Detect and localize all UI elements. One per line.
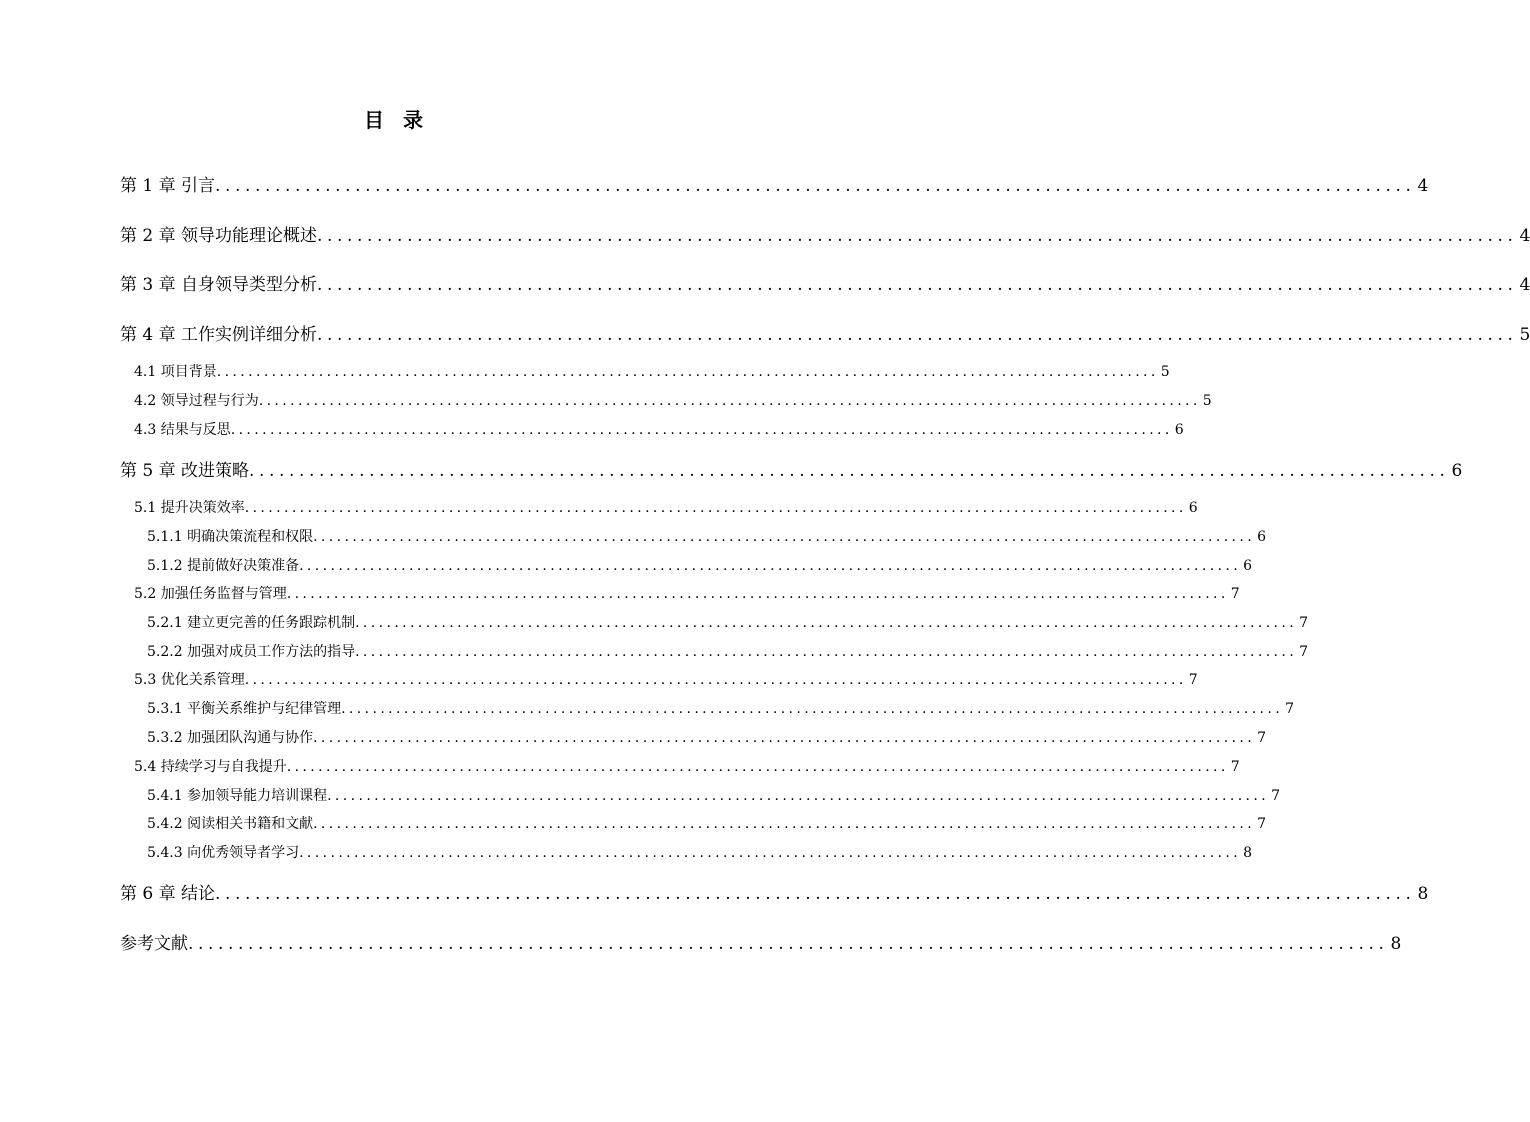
toc-entry[interactable] <box>147 785 1281 805</box>
toc-entry-page: 7 <box>1230 759 1240 775</box>
toc-entry[interactable] <box>120 879 1429 905</box>
toc-entry-page: 6 <box>1174 422 1184 438</box>
toc-entry[interactable] <box>120 270 1530 296</box>
toc-leader-dots: ........................................................................................................................ <box>313 816 1256 832</box>
toc-entry[interactable] <box>120 171 1429 197</box>
toc-leader-dots: ........................................................................................................................ <box>249 461 1450 481</box>
toc-leader-dots: ........................................................................................................................ <box>355 615 1298 631</box>
toc-leader-dots: ........................................................................................................................ <box>244 672 1187 688</box>
toc-entry-page: 7 <box>1299 615 1309 631</box>
toc-leader-dots: ........................................................................................................................ <box>299 558 1242 574</box>
toc-entry-page: 4 <box>1519 275 1530 295</box>
toc-entry-label: 第 6 章 结论 <box>120 884 216 904</box>
toc-entry-page: 4 <box>1417 176 1429 196</box>
toc-entry-page: 8 <box>1243 845 1253 861</box>
toc-entry-page: 6 <box>1243 558 1253 574</box>
toc-entry[interactable] <box>134 497 1198 517</box>
toc-leader-dots: ........................................................................................................................ <box>317 325 1518 345</box>
toc-entry-label: 第 4 章 工作实例详细分析 <box>120 325 318 345</box>
toc-entry[interactable] <box>134 756 1240 776</box>
toc-entry-label: 4.1 项目背景 <box>134 364 217 380</box>
toc-leader-dots: ........................................................................................................................ <box>299 845 1242 861</box>
toc-entry-label: 5.4.1 参加领导能力培训课程 <box>147 788 328 804</box>
toc-leader-dots: ........................................................................................................................ <box>341 701 1284 717</box>
toc-entry[interactable] <box>120 221 1530 247</box>
toc-entry-page: 5 <box>1202 393 1212 409</box>
toc-entry-label: 5.3 优化关系管理 <box>134 672 245 688</box>
toc-entry-label: 5.2 加强任务监督与管理 <box>134 586 287 602</box>
toc-entry-page: 7 <box>1257 816 1267 832</box>
toc-entry-label: 5.3.1 平衡关系维护与纪律管理 <box>147 701 342 717</box>
toc-leader-dots: ........................................................................................................................ <box>327 788 1270 804</box>
toc-entry[interactable] <box>120 456 1463 482</box>
toc-entry-label: 第 3 章 自身领导类型分析 <box>120 275 318 295</box>
toc-entry-page: 8 <box>1417 884 1429 904</box>
toc-leader-dots: ........................................................................................................................ <box>286 586 1229 602</box>
toc-entry-label: 5.4.3 向优秀领导者学习 <box>147 845 300 861</box>
toc-entry[interactable] <box>147 555 1253 575</box>
toc-entry-page: 6 <box>1188 500 1198 516</box>
toc-entry-page: 7 <box>1257 730 1267 746</box>
toc-leader-dots: ........................................................................................................................ <box>230 422 1173 438</box>
toc-entry-page: 7 <box>1285 701 1295 717</box>
toc-entry[interactable] <box>147 526 1267 546</box>
toc-entry-page: 8 <box>1390 934 1402 954</box>
toc-entry-label: 5.2.2 加强对成员工作方法的指导 <box>147 644 356 660</box>
toc-leader-dots: ........................................................................................................................ <box>317 226 1518 246</box>
toc-entry[interactable] <box>120 929 1402 955</box>
toc-leader-dots: ........................................................................................................................ <box>258 393 1201 409</box>
toc-leader-dots: ........................................................................................................................ <box>215 176 1416 196</box>
toc-entry[interactable] <box>134 669 1198 689</box>
toc-leader-dots: ........................................................................................................................ <box>244 500 1187 516</box>
toc-entry-label: 第 1 章 引言 <box>120 176 216 196</box>
toc-leader-dots: ........................................................................................................................ <box>317 275 1518 295</box>
toc-entry-label: 参考文献 <box>120 934 188 954</box>
toc-entry-label: 5.1.2 提前做好决策准备 <box>147 558 300 574</box>
toc-entry[interactable] <box>134 390 1212 410</box>
toc-entry-page: 7 <box>1188 672 1198 688</box>
toc-entry-label: 4.3 结果与反思 <box>134 422 231 438</box>
toc-entry[interactable] <box>134 361 1170 381</box>
toc-entry[interactable] <box>147 698 1295 718</box>
toc-entry-label: 5.1.1 明确决策流程和权限 <box>147 529 314 545</box>
toc-leader-dots: ........................................................................................................................ <box>286 759 1229 775</box>
toc-entry-page: 7 <box>1271 788 1281 804</box>
toc-leader-dots: ........................................................................................................................ <box>313 529 1256 545</box>
toc-entry[interactable] <box>147 641 1309 661</box>
toc-leader-dots: ........................................................................................................................ <box>313 730 1256 746</box>
toc-entry[interactable] <box>147 612 1309 632</box>
toc-entry[interactable] <box>147 842 1253 862</box>
toc-entry[interactable] <box>134 419 1184 439</box>
toc-entry-page: 7 <box>1299 644 1309 660</box>
toc-entry-page: 5 <box>1160 364 1170 380</box>
toc-entry-label: 5.4.2 阅读相关书籍和文献 <box>147 816 314 832</box>
toc-entry-label: 5.1 提升决策效率 <box>134 500 245 516</box>
toc-entry-label: 4.2 领导过程与行为 <box>134 393 259 409</box>
toc-entry-label: 5.4 持续学习与自我提升 <box>134 759 287 775</box>
toc-title: 目 录 <box>364 108 429 132</box>
toc-leader-dots: ........................................................................................................................ <box>188 934 1389 954</box>
toc-entry-page: 6 <box>1451 461 1463 481</box>
toc-entry-label: 5.2.1 建立更完善的任务跟踪机制 <box>147 615 356 631</box>
toc-entry-label: 5.3.2 加强团队沟通与协作 <box>147 730 314 746</box>
toc-entry-label: 第 2 章 领导功能理论概述 <box>120 226 318 246</box>
toc-entry-page: 5 <box>1519 325 1530 345</box>
toc-entry-page: 7 <box>1230 586 1240 602</box>
toc-entry-page: 4 <box>1519 226 1530 246</box>
toc-entry-page: 6 <box>1257 529 1267 545</box>
toc-entry[interactable] <box>120 320 1530 346</box>
toc-leader-dots: ........................................................................................................................ <box>215 884 1416 904</box>
toc-entry[interactable] <box>134 583 1240 603</box>
toc-entry[interactable] <box>147 727 1267 747</box>
toc-entry-label: 第 5 章 改进策略 <box>120 461 250 481</box>
toc-entry[interactable] <box>147 813 1267 833</box>
toc-leader-dots: ........................................................................................................................ <box>216 364 1159 380</box>
toc-leader-dots: ........................................................................................................................ <box>355 644 1298 660</box>
